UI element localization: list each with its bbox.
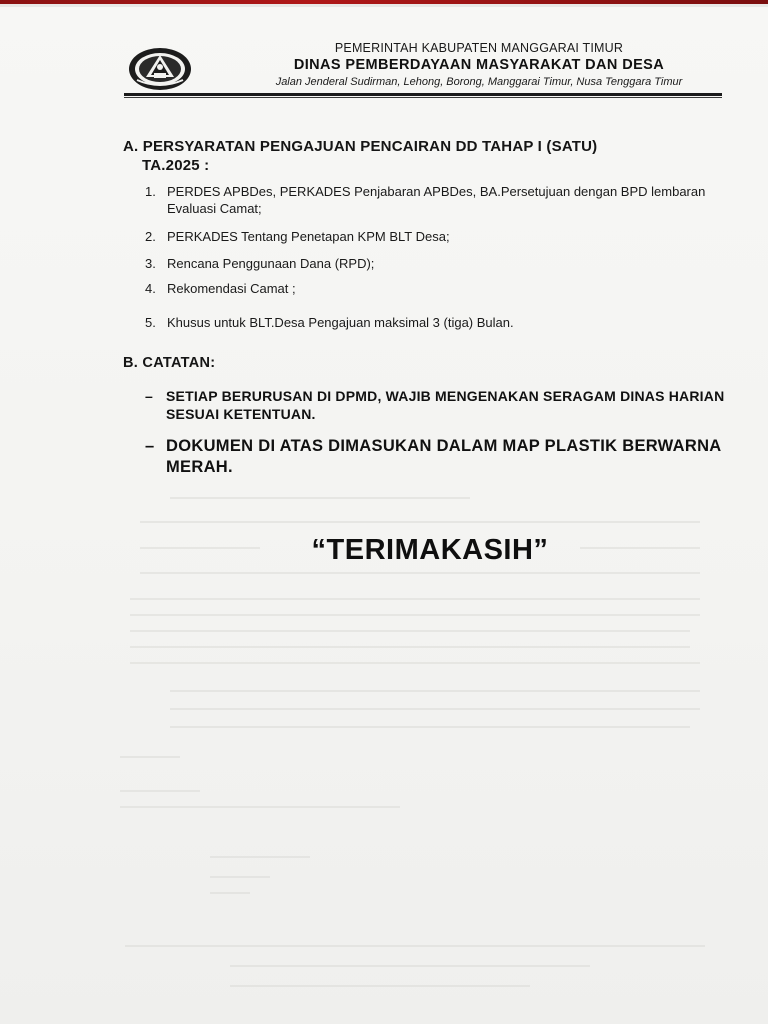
- list-item-text: Rencana Penggunaan Dana (RPD);: [167, 256, 375, 271]
- note-text: DOKUMEN DI ATAS DIMASUKAN DALAM MAP PLASTIK BERWARNA MERAH.: [166, 437, 721, 476]
- list-item-number: 1.: [145, 184, 156, 199]
- list-item-number: 3.: [145, 256, 156, 271]
- note-dash: –: [145, 388, 153, 404]
- letterhead-text: [234, 40, 724, 89]
- section-a-heading: [123, 137, 723, 175]
- list-item-text: PERKADES Tentang Penetapan KPM BLT Desa;: [167, 229, 450, 244]
- regency-crest-icon: [127, 46, 193, 92]
- section-a-heading-line2: TA.2025 :: [142, 157, 210, 174]
- note-text: SETIAP BERURUSAN DI DPMD, WAJIB MENGENAKAN SERAGAM DINAS HARIAN SESUAI KETENTUAN.: [166, 388, 725, 422]
- closing-thanks: “TERIMAKASIH”: [311, 534, 549, 566]
- letterhead: [124, 38, 724, 98]
- section-a-heading-line1: A. PERSYARATAN PENGAJUAN PENCAIRAN DD TAHAP I (SATU): [123, 138, 598, 155]
- list-item-text: PERDES APBDes, PERKADES Penjabaran APBDes, BA.Persetujuan dengan BPD lembaran Evaluasi Camat;: [167, 184, 706, 216]
- agency-address: Jalan Jenderal Sudirman, Lehong, Borong, Manggarai Timur, Nusa Tenggara Timur: [275, 76, 683, 88]
- section-b-heading: B. CATATAN:: [123, 355, 216, 371]
- list-item-text: Khusus untuk BLT.Desa Pengajuan maksimal 3 (tiga) Bulan.: [167, 315, 514, 330]
- letterhead-rule-thin: [124, 97, 722, 98]
- letterhead-rule-thick: [124, 93, 722, 96]
- government-name: PEMERINTAH KABUPATEN MANGGARAI TIMUR: [334, 41, 624, 55]
- list-item-number: 5.: [145, 315, 156, 330]
- list-item-number: 2.: [145, 229, 156, 244]
- list-item-number: 4.: [145, 281, 156, 296]
- agency-name: DINAS PEMBERDAYAAN MASYARAKAT DAN DESA: [293, 57, 665, 73]
- note-dash: –: [145, 437, 155, 455]
- list-item-text: Rekomendasi Camat ;: [167, 281, 296, 296]
